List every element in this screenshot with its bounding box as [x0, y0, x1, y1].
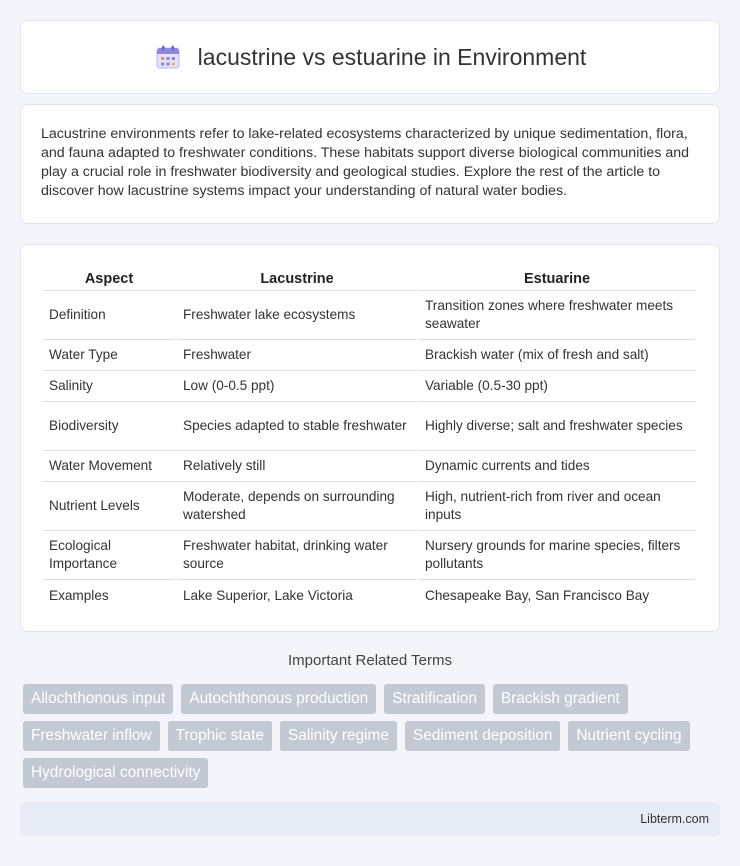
row-lacustrine: Relatively still [177, 451, 417, 482]
row-estuarine: Nursery grounds for marine species, filters pollutants [419, 531, 695, 580]
term-tag[interactable]: Freshwater inflow [23, 721, 160, 751]
related-terms-title: Important Related Terms [288, 652, 452, 669]
term-tag[interactable]: Stratification [384, 684, 485, 714]
related-terms-list [23, 684, 723, 788]
table-row [43, 340, 695, 371]
header-lacustrine: Lacustrine [177, 265, 417, 291]
row-aspect: Definition [43, 291, 175, 340]
term-tag[interactable]: Autochthonous production [181, 684, 376, 714]
row-aspect: Examples [49, 587, 109, 603]
table-row [43, 580, 695, 611]
term-tag[interactable]: Trophic state [168, 721, 272, 751]
row-estuarine: Variable (0.5-30 ppt) [419, 371, 695, 402]
row-aspect: Water Type [43, 340, 175, 371]
table-row [43, 531, 695, 580]
term-tag[interactable]: Hydrological connectivity [23, 758, 208, 788]
intro-card [20, 104, 720, 224]
title-card [20, 20, 720, 94]
term-tag[interactable]: Salinity regime [280, 721, 397, 751]
row-lacustrine: Low (0-0.5 ppt) [177, 371, 417, 402]
row-estuarine: Chesapeake Bay, San Francisco Bay [425, 587, 650, 603]
row-estuarine: Brackish water (mix of fresh and salt) [419, 340, 695, 371]
row-lacustrine: Species adapted to stable freshwater [177, 402, 417, 451]
row-estuarine: Dynamic currents and tides [419, 451, 695, 482]
row-lacustrine: Lake Superior, Lake Victoria [183, 587, 353, 603]
row-aspect: Nutrient Levels [43, 482, 175, 531]
row-estuarine: High, nutrient-rich from river and ocean inputs [419, 482, 695, 531]
header-estuarine: Estuarine [419, 265, 695, 291]
row-lacustrine: Freshwater [177, 340, 417, 371]
row-aspect: Water Movement [43, 451, 175, 482]
term-tag[interactable]: Brackish gradient [493, 684, 628, 714]
header-aspect: Aspect [43, 265, 175, 291]
row-aspect: Biodiversity [43, 402, 175, 451]
term-tag[interactable]: Allochthonous input [23, 684, 173, 714]
footer [20, 802, 720, 836]
footer-site-link[interactable]: Libterm.com [640, 812, 709, 826]
page-title: lacustrine vs estuarine in Environment [197, 43, 587, 70]
row-lacustrine: Freshwater habitat, drinking water source [177, 531, 417, 580]
intro-text: Lacustrine environments refer to lake-related ecosystems characterized by unique sedimentation, flora, and fauna adapted to freshwater conditions. These habitats support diverse biological communities and play a crucial role in freshwater biodiversity and geological studies. Explore the rest of the article to discover how lacustrine systems impact your understanding of natural water bodies. [41, 126, 690, 199]
table-row [43, 291, 695, 340]
row-aspect: Ecological Importance [43, 531, 175, 580]
table-row [43, 402, 695, 451]
row-lacustrine: Freshwater lake ecosystems [177, 291, 417, 340]
row-lacustrine: Moderate, depends on surrounding watershed [177, 482, 417, 531]
table-header-row [43, 265, 695, 291]
calendar-icon [154, 43, 182, 71]
term-tag[interactable]: Sediment deposition [405, 721, 560, 751]
comparison-table [41, 265, 697, 611]
row-estuarine: Transition zones where freshwater meets seawater [419, 291, 695, 340]
term-tag[interactable]: Nutrient cycling [568, 721, 689, 751]
row-aspect: Salinity [43, 371, 175, 402]
table-row [43, 482, 695, 531]
table-row [43, 451, 695, 482]
table-row [43, 371, 695, 402]
row-estuarine: Highly diverse; salt and freshwater species [419, 402, 695, 451]
comparison-card [20, 244, 720, 632]
